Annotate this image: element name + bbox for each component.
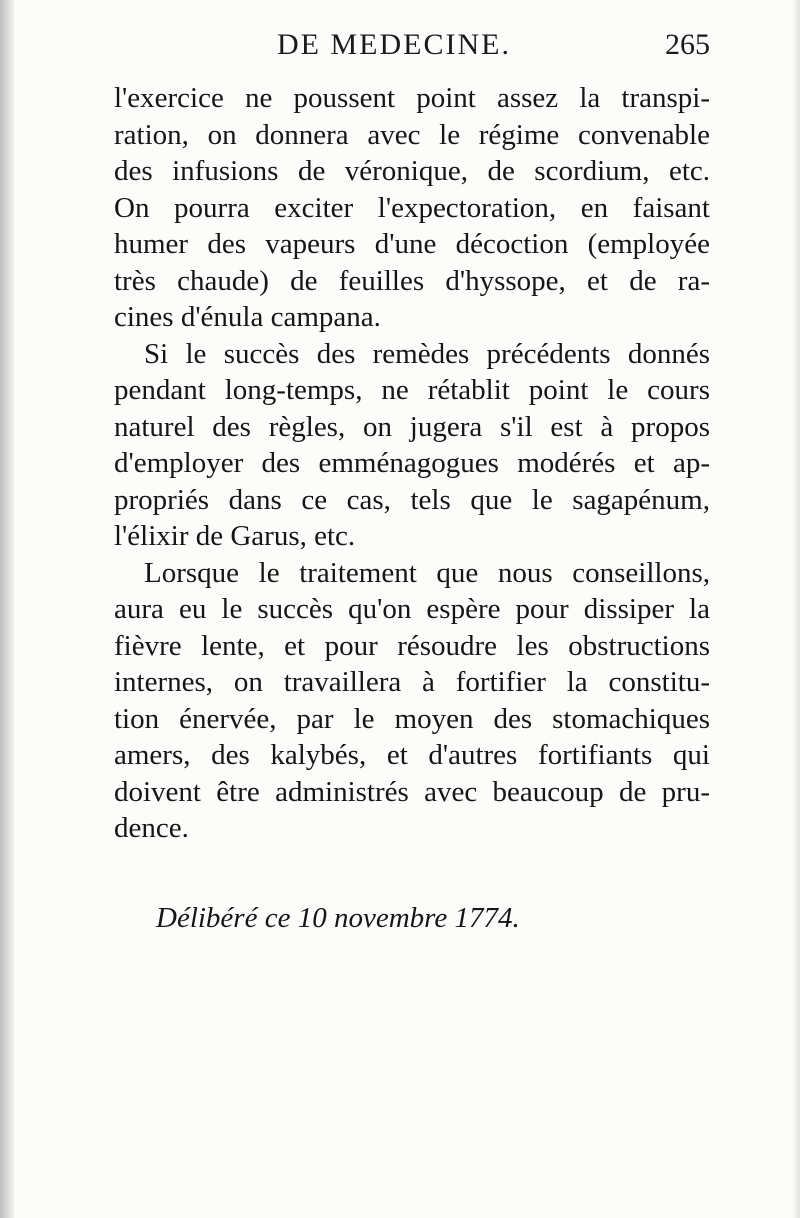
page-header: [112, 28, 710, 68]
text-line: internes, on travaillera à fortifier la constitu-: [114, 666, 710, 698]
show-through-texture: [130, 940, 730, 972]
text-line: très chaude) de feuilles d'hyssope, et de ra-: [114, 264, 710, 297]
page-number: 265: [665, 28, 710, 61]
text-line: cines d'énula campana.: [114, 301, 381, 333]
text-line: tion énervée, par le moyen des stomachiques: [114, 702, 710, 735]
text-line: doivent être administrés avec beaucoup de pru-: [114, 775, 710, 808]
signature-line: Délibéré ce 10 novembre 1774.: [156, 902, 520, 934]
text-line: On pourra exciter l'expectoration, en faisant: [114, 191, 710, 224]
text-line: aura eu le succès qu'on espère pour dissiper la: [114, 593, 710, 625]
text-line: humer des vapeurs d'une décoction (employée: [114, 228, 710, 260]
text-line: l'exercice ne poussent point assez la transpi-: [114, 82, 710, 114]
page-edge: [792, 0, 800, 1218]
text-line: pendant long-temps, ne rétablit point le cours: [114, 374, 710, 406]
text-line: des infusions de véronique, de scordium, etc.: [114, 155, 710, 187]
text-line: naturel des règles, on jugera s'il est à propos: [114, 410, 710, 443]
gutter-shadow: [0, 0, 14, 1218]
text-line: fièvre lente, et pour résoudre les obstructions: [114, 629, 710, 662]
text-line: amers, des kalybés, et d'autres fortifiants qui: [114, 739, 710, 771]
text-line: d'employer des emménagogues modérés et ap-: [114, 447, 710, 479]
text-line: ration, on donnera avec le régime convenable: [114, 118, 710, 151]
text-line: Lorsque le traitement que nous conseillons,: [144, 556, 710, 589]
text-line: Si le succès des remèdes précédents donnés: [144, 337, 710, 370]
running-title: DE MEDECINE.: [277, 28, 511, 61]
page-body: [114, 80, 710, 847]
text-line: l'élixir de Garus, etc.: [114, 520, 356, 552]
text-line: dence.: [114, 812, 189, 844]
text-line: propriés dans ce cas, tels que le sagapénum,: [114, 483, 710, 516]
